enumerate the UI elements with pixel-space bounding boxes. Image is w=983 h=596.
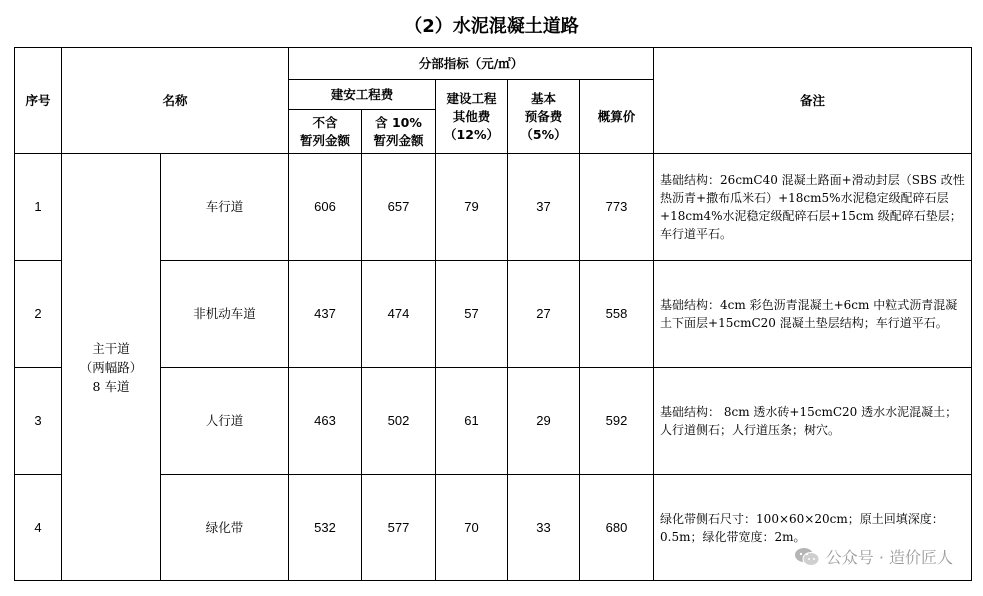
row-reserve: 33: [508, 475, 580, 581]
row-other: 79: [436, 154, 508, 261]
header-index-group: 分部指标（元/㎡）: [289, 48, 654, 80]
row-remark: 基础结构：4cm 彩色沥青混凝土+6cm 中粒式沥青混凝土下面层+15cmC20 混凝土垫层结构；车行道平石。: [654, 261, 972, 368]
row-excl: 437: [289, 261, 362, 368]
row-excl: 463: [289, 368, 362, 475]
row-reserve: 37: [508, 154, 580, 261]
row-incl: 474: [362, 261, 436, 368]
row-seq: 2: [15, 261, 62, 368]
row-estimate: 558: [580, 261, 654, 368]
page-title: （2）水泥混凝土道路: [404, 16, 579, 37]
header-reserve-fee: 基本 预备费 （5%）: [508, 80, 580, 154]
header-name: 名称: [62, 48, 289, 154]
row-other: 61: [436, 368, 508, 475]
header-estimate: 概算价: [580, 80, 654, 154]
wechat-icon: [794, 547, 820, 567]
header-incl-provisional: 含 10% 暂列金额: [362, 110, 436, 154]
row-estimate: 592: [580, 368, 654, 475]
row-other: 57: [436, 261, 508, 368]
row-name: 车行道: [161, 154, 289, 261]
row-incl: 577: [362, 475, 436, 581]
header-other-fee: 建设工程 其他费 （12%）: [436, 80, 508, 154]
row-incl: 657: [362, 154, 436, 261]
row-seq: 3: [15, 368, 62, 475]
row-estimate: 680: [580, 475, 654, 581]
row-remark: 基础结构：26cmC40 混凝土路面+滑动封层（SBS 改性热沥青+撒布瓜米石）+18cm5%水泥稳定级配碎石层+18cm4%水泥稳定级配碎石层+15cm 级配碎石垫层；车行道平石。: [654, 154, 972, 261]
group-label: 主干道 （两幅路） 8 车道: [62, 154, 161, 581]
watermark-text: 公众号 · 造价匠人: [825, 548, 953, 567]
row-seq: 4: [15, 475, 62, 581]
header-excl-provisional: 不含 暂列金额: [289, 110, 362, 154]
header-seq: 序号: [15, 48, 62, 154]
row-name: 绿化带: [161, 475, 289, 581]
table-row: [15, 154, 972, 261]
row-incl: 502: [362, 368, 436, 475]
row-name: 非机动车道: [161, 261, 289, 368]
row-remark: 绿化带侧石尺寸：100×60×20cm；原土回填深度：0.5m；绿化带宽度：2m。: [654, 475, 972, 581]
row-remark: 基础结构： 8cm 透水砖+15cmC20 透水水泥混凝土；人行道侧石；人行道压条；树穴。: [654, 368, 972, 475]
cost-index-table: [14, 47, 972, 581]
row-reserve: 27: [508, 261, 580, 368]
row-estimate: 773: [580, 154, 654, 261]
row-name: 人行道: [161, 368, 289, 475]
header-construction-group: 建安工程费: [289, 80, 436, 110]
row-excl: 532: [289, 475, 362, 581]
row-other: 70: [436, 475, 508, 581]
row-seq: 1: [15, 154, 62, 261]
row-excl: 606: [289, 154, 362, 261]
row-reserve: 29: [508, 368, 580, 475]
watermark: [794, 545, 953, 568]
header-remarks: 备注: [654, 48, 972, 154]
